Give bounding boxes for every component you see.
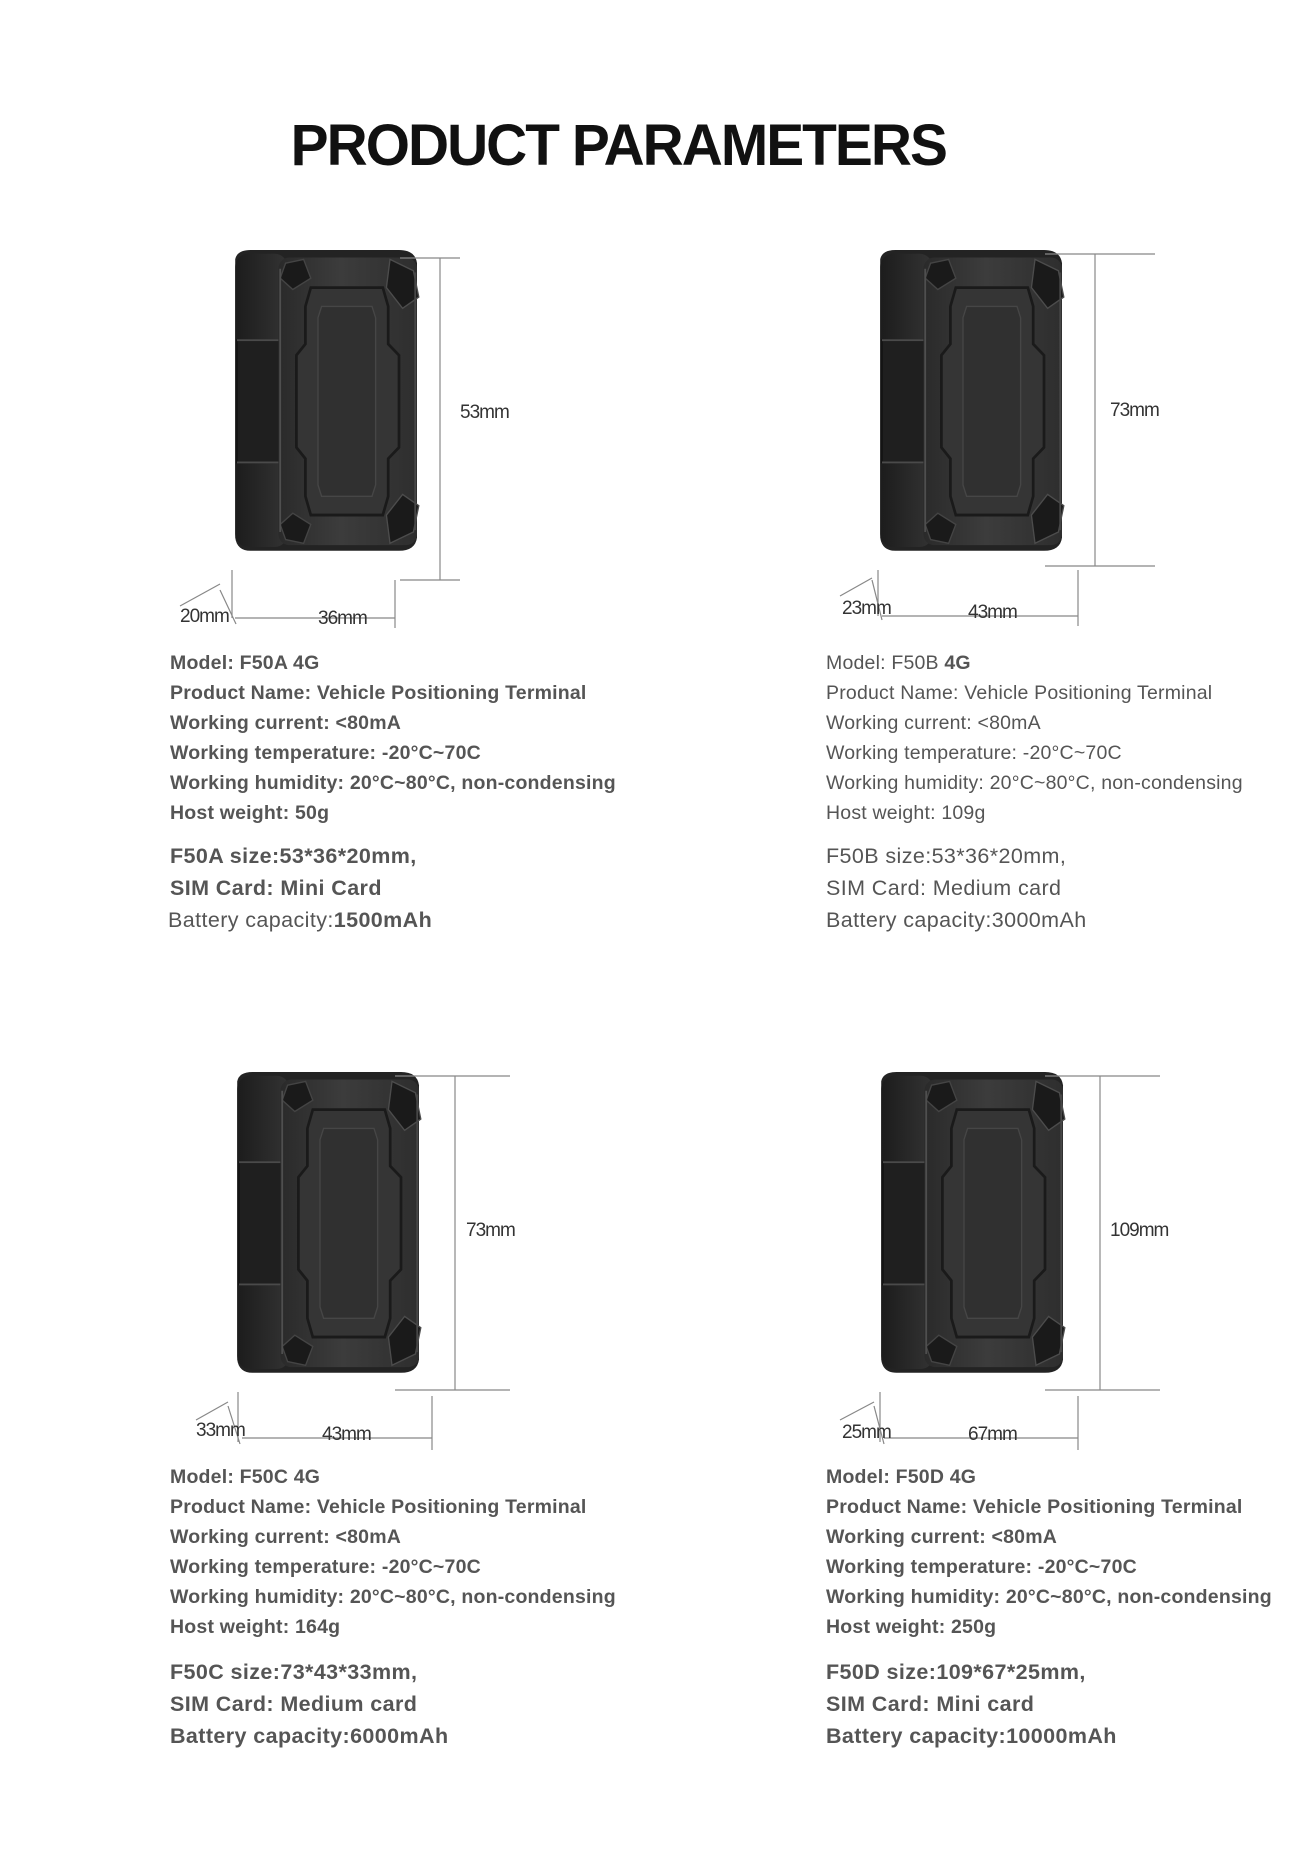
dimension-depth-label: 33mm (196, 1420, 245, 1441)
spec-working-humidity: Working humidity: 20°C~80°C, non-condensing (170, 1586, 616, 1608)
spec-working-temperature: Working temperature: -20°C~70C (826, 1556, 1137, 1578)
spec-battery-value: 1500mAh (333, 908, 433, 932)
spec-working-temperature: Working temperature: -20°C~70C (826, 742, 1122, 764)
device-image-f50a (170, 250, 530, 630)
spec-host-weight: Host weight: 250g (826, 1616, 997, 1638)
spec-working-current: Working current: <80mA (826, 1526, 1058, 1548)
device-image-f50d (820, 1072, 1180, 1452)
dimension-height-label: 53mm (460, 402, 509, 423)
spec-size: F50B size:53*36*20mm, (826, 844, 1067, 868)
spec-host-weight: Host weight: 50g (170, 802, 330, 824)
spec-sim-card: SIM Card: Mini card (826, 1692, 1035, 1716)
spec-model: Model: F50D 4G (826, 1466, 977, 1488)
spec-battery (168, 908, 432, 933)
dimension-width-label: 43mm (968, 602, 1017, 623)
spec-working-temperature: Working temperature: -20°C~70C (170, 1556, 481, 1578)
dimension-height-label: 73mm (466, 1220, 515, 1241)
spec-product-name: Product Name: Vehicle Positioning Terminal (826, 1496, 1243, 1518)
spec-model-suffix: 4G (944, 652, 971, 674)
dimension-height-label: 109mm (1110, 1220, 1169, 1241)
spec-battery-label: Battery capacity: (168, 908, 334, 932)
dimension-depth-label: 25mm (842, 1422, 891, 1443)
spec-sim-card: SIM Card: Medium card (826, 876, 1062, 900)
dimension-width-label: 36mm (318, 608, 367, 629)
dimension-width-label: 67mm (968, 1424, 1017, 1445)
spec-host-weight: Host weight: 164g (170, 1616, 341, 1638)
dimension-width-label: 43mm (322, 1424, 371, 1445)
dimension-depth-label: 23mm (842, 598, 891, 619)
dimension-height-label: 73mm (1110, 400, 1159, 421)
spec-working-current: Working current: <80mA (826, 712, 1041, 734)
spec-model: Model: F50C 4G (170, 1466, 321, 1488)
spec-sim-card: SIM Card: Mini Card (170, 876, 382, 900)
spec-model (826, 652, 971, 675)
device-image-f50b (820, 250, 1180, 630)
spec-working-current: Working current: <80mA (170, 1526, 402, 1548)
spec-sim-card: SIM Card: Medium card (170, 1692, 418, 1716)
dimension-depth-label: 20mm (180, 606, 229, 627)
spec-battery: Battery capacity:10000mAh (826, 1724, 1117, 1748)
spec-working-humidity: Working humidity: 20°C~80°C, non-condensing (170, 772, 616, 794)
spec-size: F50C size:73*43*33mm, (170, 1660, 418, 1684)
spec-working-temperature: Working temperature: -20°C~70C (170, 742, 481, 764)
spec-working-humidity: Working humidity: 20°C~80°C, non-condensing (826, 772, 1243, 794)
spec-working-current: Working current: <80mA (170, 712, 402, 734)
spec-battery: Battery capacity:3000mAh (826, 908, 1087, 932)
spec-battery: Battery capacity:6000mAh (170, 1724, 449, 1748)
spec-working-humidity: Working humidity: 20°C~80°C, non-condensing (826, 1586, 1272, 1608)
spec-size: F50A size:53*36*20mm, (170, 844, 417, 868)
device-image-f50c (170, 1072, 530, 1452)
spec-host-weight: Host weight: 109g (826, 802, 986, 824)
spec-size: F50D size:109*67*25mm, (826, 1660, 1086, 1684)
spec-product-name: Product Name: Vehicle Positioning Terminal (170, 682, 587, 704)
spec-model-label: Model: F50B (826, 652, 945, 674)
spec-product-name: Product Name: Vehicle Positioning Terminal (826, 682, 1213, 704)
spec-product-name: Product Name: Vehicle Positioning Terminal (170, 1496, 587, 1518)
page-title (0, 112, 1310, 179)
page-title-text: PRODUCT PARAMETERS (290, 113, 946, 178)
spec-model: Model: F50A 4G (170, 652, 320, 674)
